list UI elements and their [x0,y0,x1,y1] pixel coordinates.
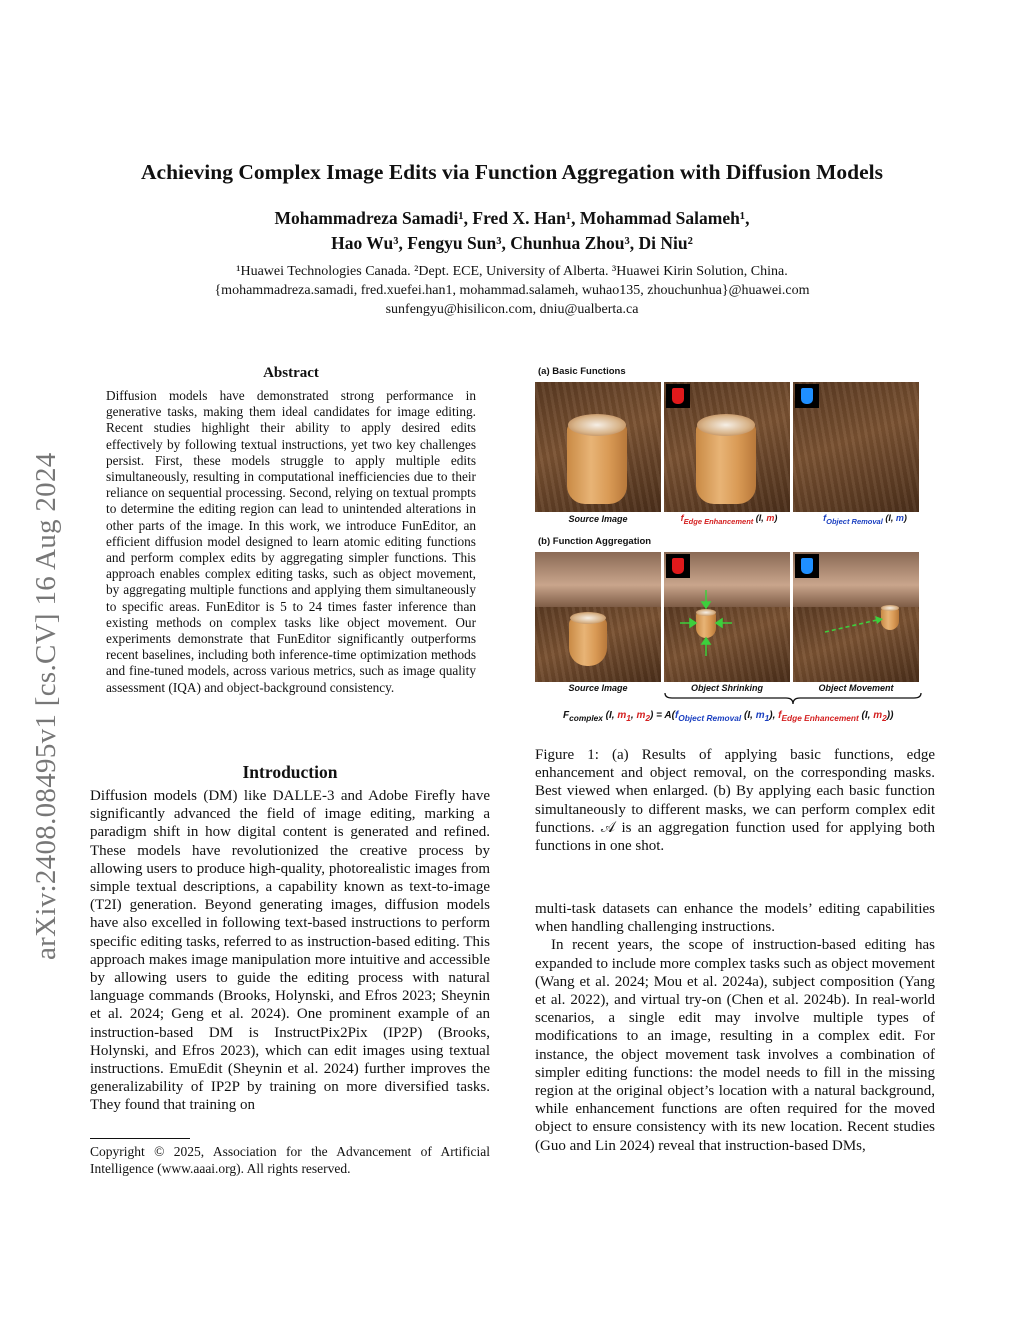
introduction-heading: Introduction [242,762,338,782]
figure-section-b-title: (b) Function Aggregation [538,536,652,547]
figure-section-a-title: (a) Basic Functions [538,366,626,377]
right-column-text [535,900,935,1155]
mask-thumbnail-blue [795,384,819,408]
abstract-heading: Abstract [263,365,319,381]
right-paragraph-2: In recent years, the scope of instruction-based editing has expanded to include more complex tasks such as object movement (Wang et al. 2024; Mou et al. 2024a), subject composition (Yang et al. 2022), and virtual try-on (Chen et al. 2024b). In real-world scenarios, a single edit may involve multiple types of modifications to an image, resulting in a complex edit. For instance, the object movement task involves a combination of simpler editing functions: the model needs to fill in the missing region at the original object’s location with a natural background, while enhancement functions are often required for the moved object to ensure consistency with its new location. Recent studies (Guo and Lin 2024) reveal that instruction-based DMs, [535,937,935,1154]
affiliation-line-1: ¹Huawei Technologies Canada. ²Dept. ECE, University of Alberta. ³Huawei Kirin Solution, China. [236,264,788,279]
abstract-text: Diffusion models have demonstrated strong performance in generative tasks, making them ideal candidates for image editing. Recent studies highlight their ability to apply desired edits effectively by following textual instructions, yet two key challenges persist. First, these models struggle to apply multiple edits simultaneously, resulting in computational inefficiencies due to their reliance on sequential processing. Second, relying on textual prompts to determine the editing region can lead to unintended alterations in other parts of the image. In this work, we introduce FunEditor, an efficient diffusion model designed to learn atomic editing functions and perform complex edits by aggregating simpler functions. This approach enables complex editing tasks, such as object movement, by aggregating multiple functions and applying them simultaneously to specific areas. FunEditor is 5 to 24 times faster inference than existing methods on complex tasks like object movement. Our experiments demonstrate that FunEditor significantly outperforms recent baselines, including both inference-time optimization methods and fine-tuned models, across various metrics, such as image quality assessment (IQA) and object-background consistency. [106,388,476,695]
author-list [0,206,1024,256]
label-source-image-b: Source Image [568,683,628,693]
label-edge-enhancement: $f_{Edge Enhancement}$ (I, m) [680,513,778,526]
label-object-movement: Object Movement [818,683,894,693]
affiliation-emails-2: sunfengyu@hisilicon.com, dniu@ualberta.ca [385,302,639,317]
footnote-rule [90,1138,190,1139]
aggregation-formula: $F_{complex}$ (I, $m_1$, $m_2) = A(f_{Object Removal}$ (I, $m_1$), $f_{Edge Enhancement}$ (I, $m_2$)) [563,710,894,723]
image-object-removal [793,382,919,512]
mask-thumbnail-red [666,384,690,408]
right-paragraph-1: multi-task datasets can enhance the models’ editing capabilities when handling challenging instructions. [535,901,935,936]
authors-line-2: Hao Wu³, Fengyu Sun³, Chunhua Zhou³, Di Niu² [331,233,693,253]
figure-1-caption: Figure 1: (a) Results of applying basic functions, edge enhancement and object removal, on the corresponding masks. Best viewed when enlarged. (b) By applying each basic function simultaneously to different masks, we can perform complex edit functions. 𝒜 is an aggregation function used for applying both functions in one shot. [535,747,935,855]
image-object-movement [793,552,919,682]
label-source-image-a: Source Image [568,514,628,524]
image-source-coffee [535,382,661,512]
copyright-notice: Copyright © 2025, Association for the Advancement of Artificial Intelligence (www.aaai.org). All rights reserved. [90,1144,490,1176]
arxiv-stamp: arXiv:2408.08495v1 [cs.CV] 16 Aug 2024 [30,452,62,960]
affiliation-emails-1: {mohammadreza.samadi, fred.xuefei.han1, mohammad.salameh, wuhao135, zhouchunhua}@huawei.com [214,283,810,298]
image-object-shrinking [664,552,790,682]
mask-thumbnail-red-b [666,554,690,578]
aggregation-brace [664,692,922,706]
mask-thumbnail-blue-b [795,554,819,578]
image-source-hands [535,552,661,682]
authors-line-1: Mohammadreza Samadi¹, Fred X. Han¹, Mohammad Salameh¹, [274,208,750,228]
paper-title: Achieving Complex Image Edits via Function Aggregation with Diffusion Models [141,160,883,184]
affiliations [0,262,1024,319]
image-edge-enhancement [664,382,790,512]
label-object-shrinking: Object Shrinking [690,683,763,693]
label-object-removal: $f_{Object Removal}$ (I, m) [823,513,907,526]
introduction-text: Diffusion models (DM) like DALLE-3 and Adobe Firefly have significantly advanced the field of image editing, marking a paradigm shift in how digital content is generated and refined. These models have revolutionized the creative process by allowing users to produce high-quality, photorealistic images from simple textual descriptions, a capability known as text-to-image (T2I) generation. Beyond generating images, diffusion models have also excelled in following text-based instructions to perform specific editing tasks, referred to as instruction-based editing. This approach makes image manipulation more intuitive and accessible by allowing users to guide the editing process with natural language commands (Brooks, Holynski, and Efros 2023; Sheynin et al. 2024; Geng et al. 2024). One prominent example of an instruction-based DM is InstructPix2Pix (IP2P) (Brooks, Holynski, and Efros 2023), which can edit images using textual instructions. EmuEdit (Sheynin et al. 2024) further improves the generalizability of IP2P by training on more diversified tasks. They found that training on [90,788,490,1114]
figure-1 [533,362,935,730]
